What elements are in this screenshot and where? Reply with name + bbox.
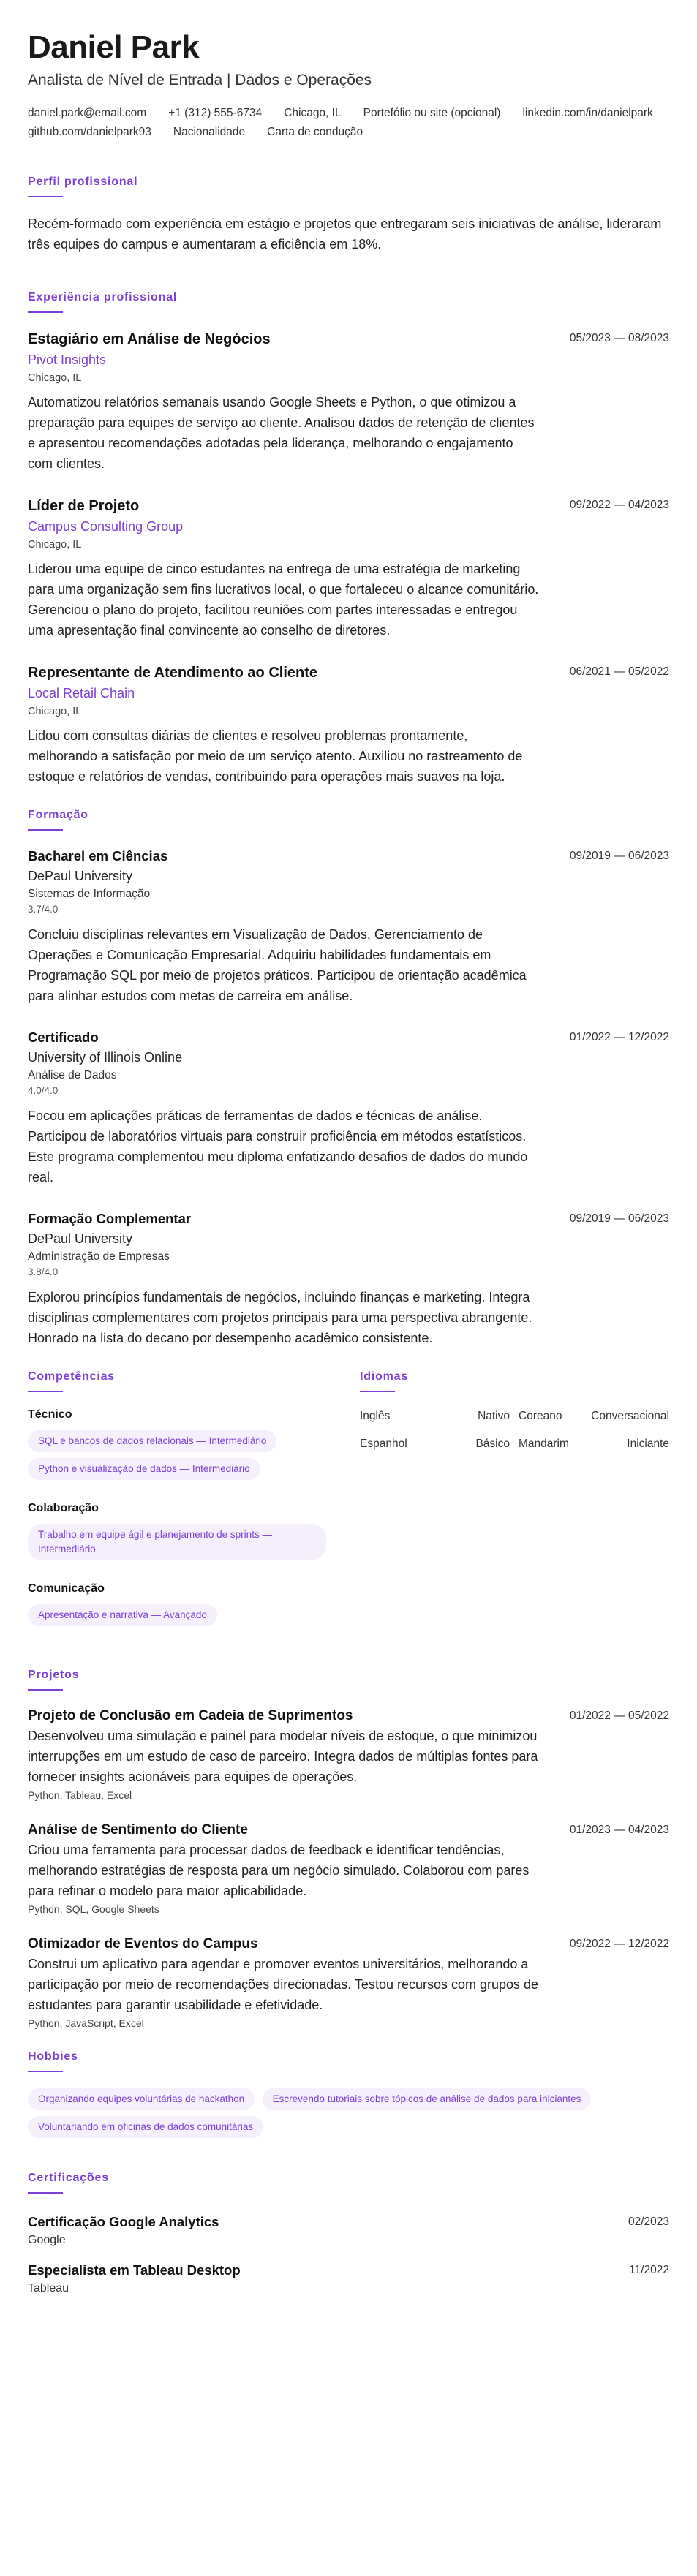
job-dates: 05/2023 — 08/2023 [569, 332, 669, 344]
job-title: Líder de Projeto [28, 498, 140, 514]
contact-phone: +1 (312) 555-6734 [168, 107, 263, 119]
language-row [360, 1436, 669, 1452]
hobby-tag: Voluntariando em oficinas de dados comunitárias [28, 2116, 263, 2138]
section-title: Competências [28, 1370, 115, 1383]
field-of-study: Análise de Dados [28, 1069, 117, 1081]
certification-entry [28, 2213, 669, 2249]
language-level: Nativo [478, 1410, 510, 1422]
skill-group [28, 1582, 332, 1632]
certification-issuer: Tableau [28, 2282, 69, 2294]
project-tech: Python, SQL, Google Sheets [28, 1903, 159, 1915]
certification-title: Certificação Google Analytics [28, 2214, 219, 2229]
education-description: Explorou princípios fundamentais de negócios, incluindo finanças e marketing. Integra disciplinas complementares com projetos principais para uma perspectiva abrangente. Honrado na lista do decano por desempenho acadêmico consistente. [28, 1290, 532, 1345]
field-of-study: Administração de Empresas [28, 1250, 170, 1263]
contact-location: Chicago, IL [284, 107, 342, 119]
certification-date: 11/2022 [629, 2264, 669, 2276]
job-title: Estagiário em Análise de Negócios [28, 331, 271, 347]
project-title: Análise de Sentimento do Cliente [28, 1822, 248, 1837]
skill-group [28, 1408, 332, 1486]
contact-nationality: Nacionalidade [173, 126, 246, 138]
skill-tag: SQL e bancos de dados relacionais — Intermediário [28, 1430, 276, 1452]
section-divider [28, 311, 63, 313]
education-entry [28, 847, 669, 1006]
job-location: Chicago, IL [28, 706, 82, 717]
project-dates: 01/2022 — 05/2022 [569, 1710, 669, 1722]
section-title: Formação [28, 809, 88, 821]
experience-entry [28, 662, 669, 787]
employer: Local Retail Chain [28, 686, 135, 700]
job-location: Chicago, IL [28, 372, 82, 384]
section-divider [28, 2192, 63, 2194]
skills-section [28, 1370, 332, 1648]
job-description: Lidou com consultas diárias de clientes e resolveu problemas prontamente, melhorando a satisfação por meio de um serviço atento. Auxiliou no rastreamento de estoque e relatórios de vendas, contribuindo para operações mais suaves na loja. [28, 728, 523, 784]
skill-category: Técnico [28, 1408, 72, 1421]
degree-title: Bacharel em Ciências [28, 848, 168, 864]
hobbies-section [28, 2050, 669, 2144]
institution: DePaul University [28, 1231, 133, 1246]
language-name: Espanhol [360, 1438, 407, 1450]
job-description: Automatizou relatórios semanais usando Google Sheets e Python, o que otimizou a preparação para equipes de serviço ao cliente. Analisou dados de retenção de clientes e apresentou recomendações adotadas pela liderança, melhorando o engajamento com clientes. [28, 395, 535, 471]
language-name: Inglês [360, 1410, 391, 1422]
contact-driving-license: Carta de condução [267, 126, 363, 138]
contact-email[interactable]: daniel.park@email.com [28, 107, 147, 119]
education-description: Concluiu disciplinas relevantes em Visualização de Dados, Gerenciamento de Operações e Comunicação Empresarial. Adquiriu habilidades fundamentais em Programação SQL por meio de projetos práticos. Participou de orientação acadêmica para alinhar estudos com metas de carreira em análise. [28, 927, 527, 1003]
contact-linkedin[interactable]: linkedin.com/in/danielpark [522, 107, 653, 119]
job-dates: 06/2021 — 05/2022 [569, 665, 669, 678]
language-row [360, 1408, 669, 1424]
section-title: Perfil profissional [28, 175, 138, 188]
job-location: Chicago, IL [28, 539, 82, 551]
certification-entry [28, 2261, 669, 2297]
section-title: Projetos [28, 1669, 80, 1681]
projects-section [28, 1669, 669, 2031]
project-description: Desenvolveu uma simulação e painel para modelar níveis de estoque, o que minimizou interrupções em um estudo de caso de parceiro. Integra dados de múltiplas fontes para fornecer insights acionáveis para equipes de operações. [28, 1729, 538, 1784]
certification-issuer: Google [28, 2234, 66, 2246]
project-tech: Python, Tableau, Excel [28, 1789, 132, 1801]
resume-header [28, 29, 669, 139]
education-dates: 09/2019 — 06/2023 [569, 850, 669, 862]
degree-title: Formação Complementar [28, 1211, 192, 1226]
job-description: Liderou uma equipe de cinco estudantes na entrega de uma estratégia de marketing para uma organização sem fins lucrativos local, o que fortaleceu o alcance comunitário. Gerenciou o plano do projeto, facilitou reuniões com partes interessadas e entregou uma apresentação final convincente ao conselho de diretores. [28, 562, 539, 638]
project-entry [28, 1707, 669, 1803]
section-divider [28, 2071, 63, 2072]
skill-category: Comunicação [28, 1582, 105, 1595]
certification-date: 02/2023 [628, 2216, 669, 2228]
education-dates: 01/2022 — 12/2022 [569, 1031, 669, 1043]
education-entry [28, 1209, 669, 1348]
skill-group [28, 1502, 332, 1566]
education-dates: 09/2019 — 06/2023 [569, 1212, 669, 1225]
skill-tag: Trabalho em equipe ágil e planejamento de sprints — Intermediário [28, 1524, 326, 1560]
skill-category: Colaboração [28, 1502, 99, 1514]
experience-entry [28, 496, 669, 641]
language-level: Básico [475, 1438, 510, 1450]
languages-section [360, 1370, 669, 1648]
education-section [28, 809, 669, 1348]
section-title: Experiência profissional [28, 291, 178, 303]
contact-info [28, 107, 669, 139]
degree-title: Certificado [28, 1030, 99, 1045]
project-entry [28, 1935, 669, 2031]
section-title: Idiomas [360, 1370, 409, 1383]
project-dates: 01/2023 — 04/2023 [569, 1824, 669, 1836]
project-title: Projeto de Conclusão em Cadeia de Suprimentos [28, 1708, 353, 1723]
section-divider [28, 829, 63, 831]
hobby-tags [28, 2088, 669, 2144]
experience-section [28, 291, 669, 787]
institution: DePaul University [28, 869, 133, 883]
candidate-name: Daniel Park [28, 29, 200, 65]
section-divider [28, 196, 63, 197]
section-divider [28, 1689, 63, 1691]
education-description: Focou em aplicações práticas de ferramentas de dados e técnicas de análise. Participou de laboratórios virtuais para construir proficiência em métodos estatísticos. Este programa complementou meu diploma enfatizando desafios de dados do mundo real. [28, 1108, 528, 1185]
project-description: Criou uma ferramenta para processar dados de feedback e identificar tendências, melhorando estratégias de resposta para um negócio simulado. Colaborou com pares para refinar o modelo para maior aplicabilidade. [28, 1843, 530, 1898]
gpa: 3.8/4.0 [28, 1266, 59, 1277]
employer: Pivot Insights [28, 352, 107, 367]
institution: University of Illinois Online [28, 1050, 183, 1065]
section-title: Hobbies [28, 2050, 78, 2063]
gpa: 4.0/4.0 [28, 1085, 59, 1096]
project-dates: 09/2022 — 12/2022 [569, 1938, 669, 1950]
employer: Campus Consulting Group [28, 519, 184, 534]
hobby-tag: Escrevendo tutoriais sobre tópicos de análise de dados para iniciantes [263, 2088, 592, 2110]
education-entry [28, 1028, 669, 1187]
contact-github[interactable]: github.com/danielpark93 [28, 126, 151, 138]
language-level: Iniciante [627, 1438, 669, 1450]
field-of-study: Sistemas de Informação [28, 888, 151, 900]
skills-languages-row [28, 1370, 669, 1648]
profile-section [28, 175, 669, 254]
language-name: Coreano [519, 1410, 562, 1422]
profile-summary: Recém-formado com experiência em estágio e projetos que entregaram seis iniciativas de análise, lideraram três equipes do campus e aumentaram a eficiência em 18%. [28, 216, 662, 252]
contact-portfolio[interactable]: Portefólio ou site (opcional) [363, 107, 501, 119]
language-name: Mandarim [519, 1438, 569, 1450]
certification-title: Especialista em Tableau Desktop [28, 2262, 241, 2278]
section-divider [360, 1391, 395, 1392]
project-entry [28, 1821, 669, 1917]
project-description: Construi um aplicativo para agendar e promover eventos universitários, melhorando a participação por meio de recomendações direcionadas. Testou recursos com grupos de estudantes para garantir usabilidade e efetividade. [28, 1957, 539, 2012]
certifications-section [28, 2172, 669, 2297]
skill-tag: Apresentação e narrativa — Avançado [28, 1604, 217, 1626]
section-title: Certificações [28, 2172, 109, 2184]
candidate-role: Analista de Nível de Entrada | Dados e Operações [28, 72, 372, 88]
project-tech: Python, JavaScript, Excel [28, 2017, 144, 2029]
section-divider [28, 1391, 63, 1392]
experience-entry [28, 329, 669, 474]
job-dates: 09/2022 — 04/2023 [569, 499, 669, 511]
gpa: 3.7/4.0 [28, 904, 59, 915]
hobby-tag: Organizando equipes voluntárias de hackathon [28, 2088, 255, 2110]
project-title: Otimizador de Eventos do Campus [28, 1936, 258, 1952]
job-title: Representante de Atendimento ao Cliente [28, 665, 317, 681]
language-level: Conversacional [591, 1410, 669, 1422]
skill-tag: Python e visualização de dados — Intermediário [28, 1458, 260, 1480]
